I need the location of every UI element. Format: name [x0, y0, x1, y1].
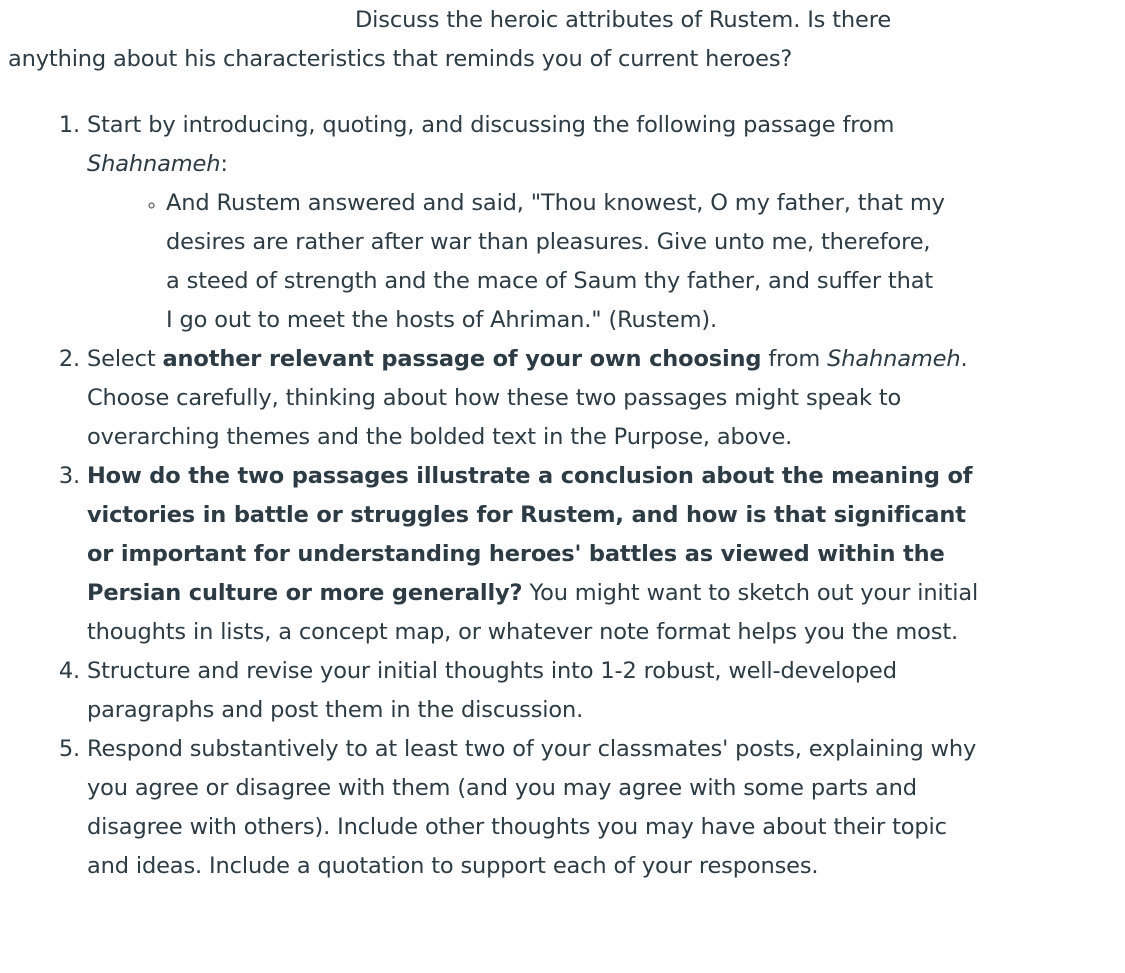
step-3	[87, 457, 987, 652]
intro-question-line-1: Discuss the heroic attributes of Rustem. Is there	[355, 7, 892, 33]
step-2-text-mid: from	[761, 346, 828, 372]
step-2-bold-text: another relevant passage of your own choosing	[162, 346, 762, 372]
step-2-text: Select	[87, 346, 163, 372]
step-4	[87, 652, 987, 730]
step-2-text-end: . Choose carefully, thinking about how these two passages might speak to overarching themes and the bolded text in the Purpose, above.	[87, 346, 968, 450]
step-5-text: Respond substantively to at least two of your classmates' posts, explaining why you agree or disagree with them (and you may agree with some parts and disagree with others). Include other thoughts you may have about their topic and ideas. Include a quotation to support each of your responses.	[87, 736, 977, 879]
step-1	[87, 106, 987, 340]
intro-question-line-2: anything about his characteristics that reminds you of current heroes?	[8, 46, 793, 72]
step-2-book-title: Shahnameh	[827, 346, 961, 372]
step-1-text: Start by introducing, quoting, and discussing the following passage from	[87, 112, 895, 138]
step-4-text: Structure and revise your initial thoughts into 1-2 robust, well-developed paragraphs and post them in the discussion.	[87, 658, 897, 723]
step-1-quote-list	[87, 184, 946, 340]
step-5	[87, 730, 987, 886]
step-2	[87, 340, 987, 457]
step-3-text: You might want to sketch out your initial thoughts in lists, a concept map, or whatever note format helps you the most.	[87, 580, 979, 645]
step-1-text-end: :	[220, 151, 228, 177]
step-3-bold-question: How do the two passages illustrate a conclusion about the meaning of victories in battle or struggles for Rustem, and how is that significant or important for understanding heroes' battles as viewed within the Persian culture or more generally?	[87, 463, 973, 606]
step-1-book-title: Shahnameh	[87, 151, 221, 177]
intro-question	[8, 1, 1008, 79]
instruction-steps	[0, 106, 987, 886]
step-1-quote: ◦ And Rustem answered and said, "Thou knowest, O my father, that my desires are rather after war than pleasures. Give unto me, therefore, a steed of strength and the mace of Saum thy father, and suffer that I go out to meet the hosts of Ahriman." (Rustem).	[166, 184, 946, 340]
